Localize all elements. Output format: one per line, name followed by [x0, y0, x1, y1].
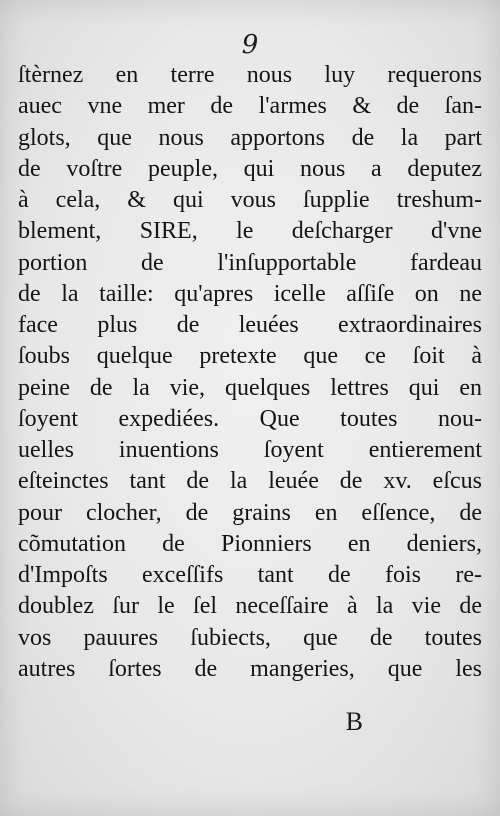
text-line: de voſtre peuple, qui nous a deputez: [18, 155, 482, 182]
text-line: glots, que nous apportons de la part: [18, 124, 482, 151]
text-line: vos pauures ſubiects, que de toutes: [18, 624, 482, 651]
text-line: peine de la vie, quelques lettres qui en: [18, 374, 482, 401]
signature-mark: B: [345, 707, 363, 736]
text-line: auec vne mer de l'armes & de ſan-: [18, 93, 482, 120]
text-line: uelles inuentions ſoyent entierement: [18, 437, 482, 463]
text-line: pour clocher, de grains en eſſence, de: [18, 499, 482, 526]
text-line: cõmutation de Pionniers en deniers,: [18, 530, 482, 557]
text-line: portion de l'inſupportable fardeau: [18, 249, 482, 276]
text-line: blement, SIRE, le deſcharger d'vne: [18, 218, 482, 245]
text-line: ſoyent expediées. Que toutes nou-: [18, 405, 482, 432]
text-line: autres ſortes de mangeries, que les: [18, 655, 482, 682]
text-line: ſtèrnez en terre nous luy requerons: [18, 62, 482, 88]
text-line: de la taille: qu'apres icelle aſſiſe on ne: [18, 280, 482, 307]
text-line: à cela, & qui vous ſupplie treshum-: [18, 187, 482, 213]
text-line: d'Impoſts exceſſifs tant de fois re-: [18, 562, 482, 588]
text-line: ſoubs quelque pretexte que ce ſoit à: [18, 343, 482, 370]
text-line: doublez ſur le ſel neceſſaire à la vie de: [18, 593, 482, 620]
text-line: eſteinctes tant de la leuée de xv. eſcus: [18, 468, 482, 495]
page-body-text: [18, 60, 482, 685]
page-number: 9: [241, 30, 259, 60]
text-line: face plus de leuées extraordinaires: [18, 312, 482, 338]
